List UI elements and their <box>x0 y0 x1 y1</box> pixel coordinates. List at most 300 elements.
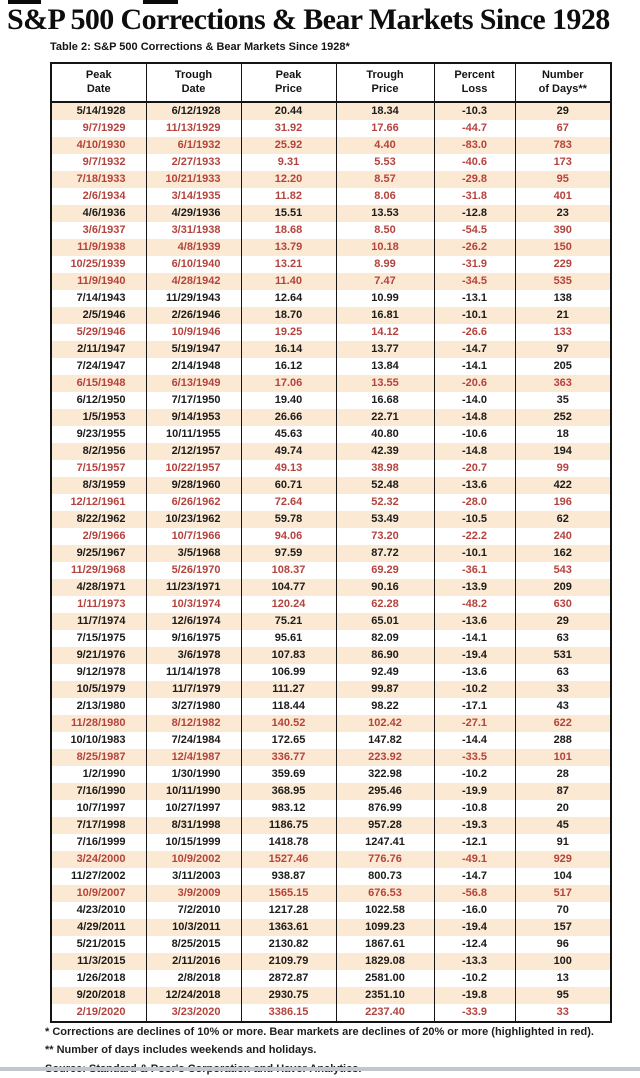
cell-peak-date: 9/25/1967 <box>51 545 146 562</box>
cell-num-days: 517 <box>515 885 611 902</box>
cell-trough-price: 13.84 <box>336 358 434 375</box>
cell-peak-price: 75.21 <box>241 613 336 630</box>
cell-percent-loss: -44.7 <box>434 120 515 137</box>
cell-percent-loss: -13.9 <box>434 579 515 596</box>
table-row <box>51 970 611 987</box>
cell-num-days: 63 <box>515 664 611 681</box>
table-row <box>51 715 611 732</box>
cell-trough-price: 2237.40 <box>336 1004 434 1022</box>
cell-peak-date: 8/2/1956 <box>51 443 146 460</box>
cell-peak-price: 17.06 <box>241 375 336 392</box>
table-row <box>51 868 611 885</box>
cell-percent-loss: -14.8 <box>434 409 515 426</box>
cell-num-days: 95 <box>515 171 611 188</box>
cell-peak-date: 9/12/1978 <box>76 666 126 678</box>
cell-peak-price: 3386.15 <box>241 1004 336 1022</box>
cell-peak-price: 49.74 <box>241 443 336 460</box>
cell-num-days: 535 <box>515 273 611 290</box>
table-row <box>51 171 611 188</box>
cell-trough-date: 10/9/2002 <box>146 851 241 868</box>
cell-percent-loss: -19.3 <box>434 817 515 834</box>
cell-peak-date: 7/16/1999 <box>76 836 126 848</box>
cell-peak-price: 72.64 <box>241 494 336 511</box>
cell-peak-price: 20.44 <box>241 102 336 120</box>
cell-num-days: 101 <box>515 749 611 766</box>
table-row <box>51 409 611 426</box>
cell-percent-loss: -12.1 <box>434 834 515 851</box>
cell-trough-price: 147.82 <box>336 732 434 749</box>
cell-percent-loss: -31.9 <box>434 256 515 273</box>
cell-peak-date: 4/28/1971 <box>51 579 146 596</box>
cell-peak-price: 1418.78 <box>241 834 336 851</box>
corrections-bear-markets-table <box>50 62 612 1023</box>
table-row <box>51 307 611 324</box>
cell-peak-date: 2/11/1947 <box>51 341 146 358</box>
cell-trough-date: 12/6/1974 <box>146 613 241 630</box>
cell-trough-date: 2/8/2018 <box>146 970 241 987</box>
cell-peak-price: 49.13 <box>241 460 336 477</box>
cell-num-days: 531 <box>515 647 611 664</box>
table-row <box>51 749 611 766</box>
cell-trough-date: 9/14/1953 <box>146 409 241 426</box>
cell-trough-date: 11/29/1943 <box>146 290 241 307</box>
cell-num-days: 33 <box>515 681 611 698</box>
cell-trough-price: 957.28 <box>336 817 434 834</box>
cell-trough-price: 8.57 <box>336 171 434 188</box>
cell-num-days: 240 <box>515 528 611 545</box>
cell-peak-price: 1217.28 <box>241 902 336 919</box>
cell-peak-price: 111.27 <box>241 681 336 698</box>
table-row <box>51 783 611 800</box>
cell-peak-date: 9/23/1955 <box>76 428 126 440</box>
cell-trough-date: 2/27/1933 <box>146 154 241 171</box>
cell-num-days: 67 <box>515 120 611 137</box>
cell-trough-price: 223.92 <box>336 749 434 766</box>
cell-trough-price: 295.46 <box>336 783 434 800</box>
table-caption: Table 2: S&P 500 Corrections & Bear Markets Since 1928* <box>50 41 350 53</box>
cell-trough-date: 9/16/1975 <box>146 630 241 647</box>
cell-trough-date: 3/14/1935 <box>146 188 241 205</box>
cell-trough-price: 4.40 <box>336 137 434 154</box>
cell-peak-price: 45.63 <box>241 426 336 443</box>
cell-trough-price: 1099.23 <box>336 919 434 936</box>
cell-num-days: 150 <box>515 239 611 256</box>
cell-trough-price: 102.42 <box>336 715 434 732</box>
cell-trough-date: 8/31/1998 <box>146 817 241 834</box>
cell-num-days: 87 <box>515 783 611 800</box>
cell-num-days: 229 <box>515 256 611 273</box>
cell-num-days: 543 <box>515 562 611 579</box>
cell-trough-price: 65.01 <box>336 613 434 630</box>
cell-peak-date: 6/12/1950 <box>76 394 126 406</box>
cell-percent-loss: -17.1 <box>434 698 515 715</box>
cell-trough-date: 6/12/1928 <box>146 102 241 120</box>
cell-trough-date: 10/27/1997 <box>146 800 241 817</box>
cell-trough-date: 6/10/1940 <box>146 256 241 273</box>
cell-num-days: 18 <box>515 426 611 443</box>
cell-peak-price: 938.87 <box>241 868 336 885</box>
table-row <box>51 630 611 647</box>
cell-trough-price: 90.16 <box>336 579 434 596</box>
cell-num-days: 133 <box>515 324 611 341</box>
cell-trough-date: 1/30/1990 <box>146 766 241 783</box>
cell-num-days: 29 <box>515 613 611 630</box>
cell-peak-price: 13.21 <box>241 256 336 273</box>
cell-trough-price: 676.53 <box>336 885 434 902</box>
table-row <box>51 919 611 936</box>
table-row <box>51 494 611 511</box>
cell-num-days: 35 <box>515 392 611 409</box>
cell-trough-date: 10/11/1990 <box>146 783 241 800</box>
cell-peak-date: 2/5/1946 <box>51 307 146 324</box>
cell-peak-price: 31.92 <box>241 120 336 137</box>
cell-trough-price: 52.32 <box>336 494 434 511</box>
cell-trough-date: 11/14/1978 <box>146 664 241 681</box>
cell-peak-price: 2872.87 <box>241 970 336 987</box>
cell-trough-date: 11/13/1929 <box>146 120 241 137</box>
cell-num-days: 422 <box>515 477 611 494</box>
cell-trough-date: 3/9/2009 <box>146 885 241 902</box>
cell-peak-date: 5/21/2015 <box>76 938 126 950</box>
cell-trough-price: 52.48 <box>336 477 434 494</box>
cell-percent-loss: -31.8 <box>434 188 515 205</box>
table-row <box>51 902 611 919</box>
cell-percent-loss: -10.1 <box>434 307 515 324</box>
cell-trough-date: 10/9/1946 <box>146 324 241 341</box>
cell-num-days: 363 <box>515 375 611 392</box>
cell-percent-loss: -40.6 <box>434 154 515 171</box>
table-row <box>51 460 611 477</box>
cell-trough-price: 99.87 <box>336 681 434 698</box>
cell-peak-date: 4/29/2011 <box>51 919 146 936</box>
cell-trough-date: 3/31/1938 <box>146 222 241 239</box>
cell-trough-date: 6/1/1932 <box>146 137 241 154</box>
cell-peak-price: 18.70 <box>241 307 336 324</box>
table-row <box>51 239 611 256</box>
cell-trough-price: 13.55 <box>336 375 434 392</box>
table-row <box>51 800 611 817</box>
cell-peak-price: 106.99 <box>241 664 336 681</box>
table-row <box>51 273 611 290</box>
cell-trough-date: 10/3/1974 <box>146 596 241 613</box>
cell-percent-loss: -26.2 <box>434 239 515 256</box>
cell-peak-date: 7/17/1998 <box>51 817 146 834</box>
cell-peak-date: 10/5/1979 <box>51 681 146 698</box>
cell-peak-date: 2/13/1980 <box>76 700 126 712</box>
cell-trough-date: 3/27/1980 <box>146 698 241 715</box>
cell-percent-loss: -49.1 <box>434 851 515 868</box>
cell-peak-date: 12/12/1961 <box>70 496 126 508</box>
cell-num-days: 45 <box>515 817 611 834</box>
cell-trough-price: 92.49 <box>336 664 434 681</box>
cell-trough-price: 322.98 <box>336 766 434 783</box>
cell-percent-loss: -20.7 <box>434 460 515 477</box>
cell-peak-date: 11/27/2002 <box>71 870 126 882</box>
cell-percent-loss: -36.1 <box>434 562 515 579</box>
cell-percent-loss: -13.6 <box>434 477 515 494</box>
cell-trough-date: 8/12/1982 <box>146 715 241 732</box>
cell-percent-loss: -22.2 <box>434 528 515 545</box>
cell-trough-date: 11/23/1971 <box>146 579 241 596</box>
cell-trough-date: 10/22/1957 <box>146 460 241 477</box>
table-row <box>51 545 611 562</box>
cell-percent-loss: -19.4 <box>434 647 515 664</box>
cell-trough-date: 10/3/2011 <box>146 919 241 936</box>
cell-trough-price: 17.66 <box>336 120 434 137</box>
cell-peak-date: 5/14/1928 <box>51 102 146 120</box>
cell-num-days: 97 <box>515 341 611 358</box>
cell-num-days: 13 <box>515 970 611 987</box>
table-row <box>51 936 611 953</box>
cell-trough-date: 8/25/2015 <box>146 936 241 953</box>
cell-trough-price: 73.20 <box>336 528 434 545</box>
cell-trough-date: 6/13/1949 <box>146 375 241 392</box>
cell-peak-date: 7/14/1943 <box>76 292 126 304</box>
cell-percent-loss: -19.4 <box>434 919 515 936</box>
cell-trough-price: 10.18 <box>336 239 434 256</box>
cell-trough-price: 87.72 <box>336 545 434 562</box>
cell-num-days: 23 <box>515 205 611 222</box>
cell-peak-date: 4/10/1930 <box>51 137 146 154</box>
cell-peak-date: 8/25/1987 <box>51 749 146 766</box>
table-body <box>51 102 611 1022</box>
cell-percent-loss: -13.3 <box>434 953 515 970</box>
cell-peak-price: 59.78 <box>241 511 336 528</box>
table-row <box>51 834 611 851</box>
cell-num-days: 194 <box>515 443 611 460</box>
cell-trough-price: 1829.08 <box>336 953 434 970</box>
cell-percent-loss: -26.6 <box>434 324 515 341</box>
cell-percent-loss: -56.8 <box>434 885 515 902</box>
cell-trough-price: 42.39 <box>336 443 434 460</box>
cell-trough-price: 82.09 <box>336 630 434 647</box>
cell-trough-date: 12/24/2018 <box>146 987 241 1004</box>
cell-peak-date: 11/7/1974 <box>51 613 146 630</box>
cell-peak-date: 10/9/2007 <box>51 885 146 902</box>
cell-trough-price: 8.99 <box>336 256 434 273</box>
cell-num-days: 205 <box>515 358 611 375</box>
table-row <box>51 102 611 120</box>
cell-percent-loss: -13.6 <box>434 613 515 630</box>
cell-peak-date: 1/11/1973 <box>77 598 126 610</box>
cell-percent-loss: -13.6 <box>434 664 515 681</box>
col-header-peak-price: Peak Price <box>241 63 336 102</box>
cell-trough-price: 876.99 <box>336 800 434 817</box>
cell-num-days: 390 <box>515 222 611 239</box>
cell-percent-loss: -10.2 <box>434 970 515 987</box>
cell-percent-loss: -10.1 <box>434 545 515 562</box>
table-row <box>51 375 611 392</box>
cell-peak-price: 140.52 <box>241 715 336 732</box>
col-header-trough-price: Trough Price <box>336 63 434 102</box>
cell-trough-price: 1247.41 <box>336 834 434 851</box>
cell-trough-date: 7/24/1984 <box>146 732 241 749</box>
table-row <box>51 664 611 681</box>
cell-trough-date: 2/26/1946 <box>146 307 241 324</box>
cell-percent-loss: -83.0 <box>434 137 515 154</box>
cell-trough-price: 86.90 <box>336 647 434 664</box>
table-row <box>51 528 611 545</box>
cell-trough-price: 14.12 <box>336 324 434 341</box>
table-row <box>51 120 611 137</box>
cell-trough-date: 2/11/2016 <box>146 953 241 970</box>
cell-percent-loss: -14.7 <box>434 868 515 885</box>
table-row <box>51 562 611 579</box>
cell-trough-price: 22.71 <box>336 409 434 426</box>
cell-trough-price: 1022.58 <box>336 902 434 919</box>
col-header-percent-loss: Percent Loss <box>434 63 515 102</box>
cell-peak-price: 15.51 <box>241 205 336 222</box>
table-row <box>51 205 611 222</box>
table-row <box>51 681 611 698</box>
footnote-number-of-days: ** Number of days includes weekends and holidays. <box>45 1044 317 1056</box>
cell-percent-loss: -10.8 <box>434 800 515 817</box>
cell-percent-loss: -19.9 <box>434 783 515 800</box>
cell-peak-date: 6/15/1948 <box>51 375 146 392</box>
cell-peak-price: 108.37 <box>241 562 336 579</box>
table-row <box>51 256 611 273</box>
cell-trough-date: 4/8/1939 <box>146 239 241 256</box>
table-row <box>51 613 611 630</box>
cell-num-days: 162 <box>515 545 611 562</box>
cell-num-days: 783 <box>515 137 611 154</box>
table-row <box>51 188 611 205</box>
cell-num-days: 28 <box>515 766 611 783</box>
cell-peak-price: 1527.46 <box>241 851 336 868</box>
cell-trough-price: 5.53 <box>336 154 434 171</box>
cell-peak-price: 1186.75 <box>241 817 336 834</box>
cell-trough-price: 69.29 <box>336 562 434 579</box>
cell-peak-date: 11/29/1968 <box>71 564 126 576</box>
table-row <box>51 579 611 596</box>
cell-peak-price: 983.12 <box>241 800 336 817</box>
cell-peak-date: 3/6/1937 <box>82 224 126 236</box>
cell-peak-price: 336.77 <box>241 749 336 766</box>
cell-percent-loss: -28.0 <box>434 494 515 511</box>
cell-trough-date: 7/17/1950 <box>146 392 241 409</box>
cell-trough-date: 12/4/1987 <box>146 749 241 766</box>
cell-percent-loss: -10.5 <box>434 511 515 528</box>
cell-percent-loss: -14.1 <box>434 358 515 375</box>
cell-num-days: 401 <box>515 188 611 205</box>
cell-percent-loss: -29.8 <box>434 171 515 188</box>
cell-num-days: 29 <box>515 102 611 120</box>
cell-peak-price: 1565.15 <box>241 885 336 902</box>
table-row <box>51 290 611 307</box>
cell-trough-date: 10/15/1999 <box>146 834 241 851</box>
table-row <box>51 426 611 443</box>
cell-trough-price: 776.76 <box>336 851 434 868</box>
cell-percent-loss: -10.3 <box>434 102 515 120</box>
cell-percent-loss: -14.7 <box>434 341 515 358</box>
cell-percent-loss: -33.5 <box>434 749 515 766</box>
cell-percent-loss: -19.8 <box>434 987 515 1004</box>
table-row <box>51 358 611 375</box>
cell-peak-date: 9/21/1976 <box>51 647 146 664</box>
cell-peak-date: 5/29/1946 <box>76 326 126 338</box>
cell-trough-price: 98.22 <box>336 698 434 715</box>
cell-peak-date: 2/9/1966 <box>82 530 126 542</box>
cell-peak-price: 2109.79 <box>241 953 336 970</box>
cell-percent-loss: -13.1 <box>434 290 515 307</box>
footnote-corrections-definition: * Corrections are declines of 10% or more. Bear markets are declines of 20% or more (highlighted in red). <box>45 1026 594 1038</box>
cell-num-days: 21 <box>515 307 611 324</box>
cell-num-days: 288 <box>515 732 611 749</box>
cell-peak-price: 107.83 <box>241 647 336 664</box>
cell-peak-date: 2/19/2020 <box>76 1006 126 1018</box>
cell-peak-date: 7/15/1957 <box>76 462 126 474</box>
cell-percent-loss: -14.4 <box>434 732 515 749</box>
cell-trough-price: 62.28 <box>336 596 434 613</box>
table-row <box>51 766 611 783</box>
bottom-edge-bar <box>0 1067 640 1071</box>
cell-peak-price: 12.64 <box>241 290 336 307</box>
cell-peak-date: 7/18/1933 <box>51 171 146 188</box>
cell-trough-date: 3/23/2020 <box>146 1004 241 1022</box>
cell-num-days: 91 <box>515 834 611 851</box>
cell-peak-price: 104.77 <box>241 579 336 596</box>
table-row <box>51 817 611 834</box>
cell-trough-date: 3/6/1978 <box>146 647 241 664</box>
col-header-trough-date: Trough Date <box>146 63 241 102</box>
header-row <box>51 63 611 102</box>
table-row <box>51 647 611 664</box>
cell-trough-price: 2351.10 <box>336 987 434 1004</box>
cell-peak-date: 11/9/1940 <box>51 273 146 290</box>
cell-trough-price: 8.06 <box>336 188 434 205</box>
cell-peak-date: 4/23/2010 <box>76 904 126 916</box>
cell-num-days: 99 <box>515 460 611 477</box>
cell-peak-price: 16.12 <box>241 358 336 375</box>
cell-num-days: 20 <box>515 800 611 817</box>
table-row <box>51 477 611 494</box>
table-row <box>51 443 611 460</box>
table-row <box>51 953 611 970</box>
cell-percent-loss: -12.8 <box>434 205 515 222</box>
cell-trough-price: 16.81 <box>336 307 434 324</box>
cell-peak-date: 8/3/1959 <box>51 477 146 494</box>
cell-trough-price: 7.47 <box>336 273 434 290</box>
cell-percent-loss: -54.5 <box>434 222 515 239</box>
cell-percent-loss: -10.2 <box>434 766 515 783</box>
cell-num-days: 62 <box>515 511 611 528</box>
cell-peak-price: 18.68 <box>241 222 336 239</box>
cell-peak-price: 13.79 <box>241 239 336 256</box>
cell-peak-date: 8/22/1962 <box>51 511 146 528</box>
table-row <box>51 596 611 613</box>
table-row <box>51 851 611 868</box>
cell-percent-loss: -10.2 <box>434 681 515 698</box>
col-header-number-of-days: Number of Days** <box>515 63 611 102</box>
cell-trough-price: 16.68 <box>336 392 434 409</box>
cell-peak-price: 95.61 <box>241 630 336 647</box>
cell-peak-price: 9.31 <box>241 154 336 171</box>
cell-peak-price: 60.71 <box>241 477 336 494</box>
cell-percent-loss: -27.1 <box>434 715 515 732</box>
cell-peak-price: 12.20 <box>241 171 336 188</box>
cell-num-days: 138 <box>515 290 611 307</box>
cell-peak-price: 19.40 <box>241 392 336 409</box>
cell-peak-price: 2930.75 <box>241 987 336 1004</box>
table-row <box>51 698 611 715</box>
cell-num-days: 43 <box>515 698 611 715</box>
cell-num-days: 96 <box>515 936 611 953</box>
cell-trough-price: 40.80 <box>336 426 434 443</box>
cell-num-days: 104 <box>515 868 611 885</box>
cell-percent-loss: -48.2 <box>434 596 515 613</box>
cell-num-days: 622 <box>515 715 611 732</box>
cell-trough-date: 3/5/1968 <box>146 545 241 562</box>
